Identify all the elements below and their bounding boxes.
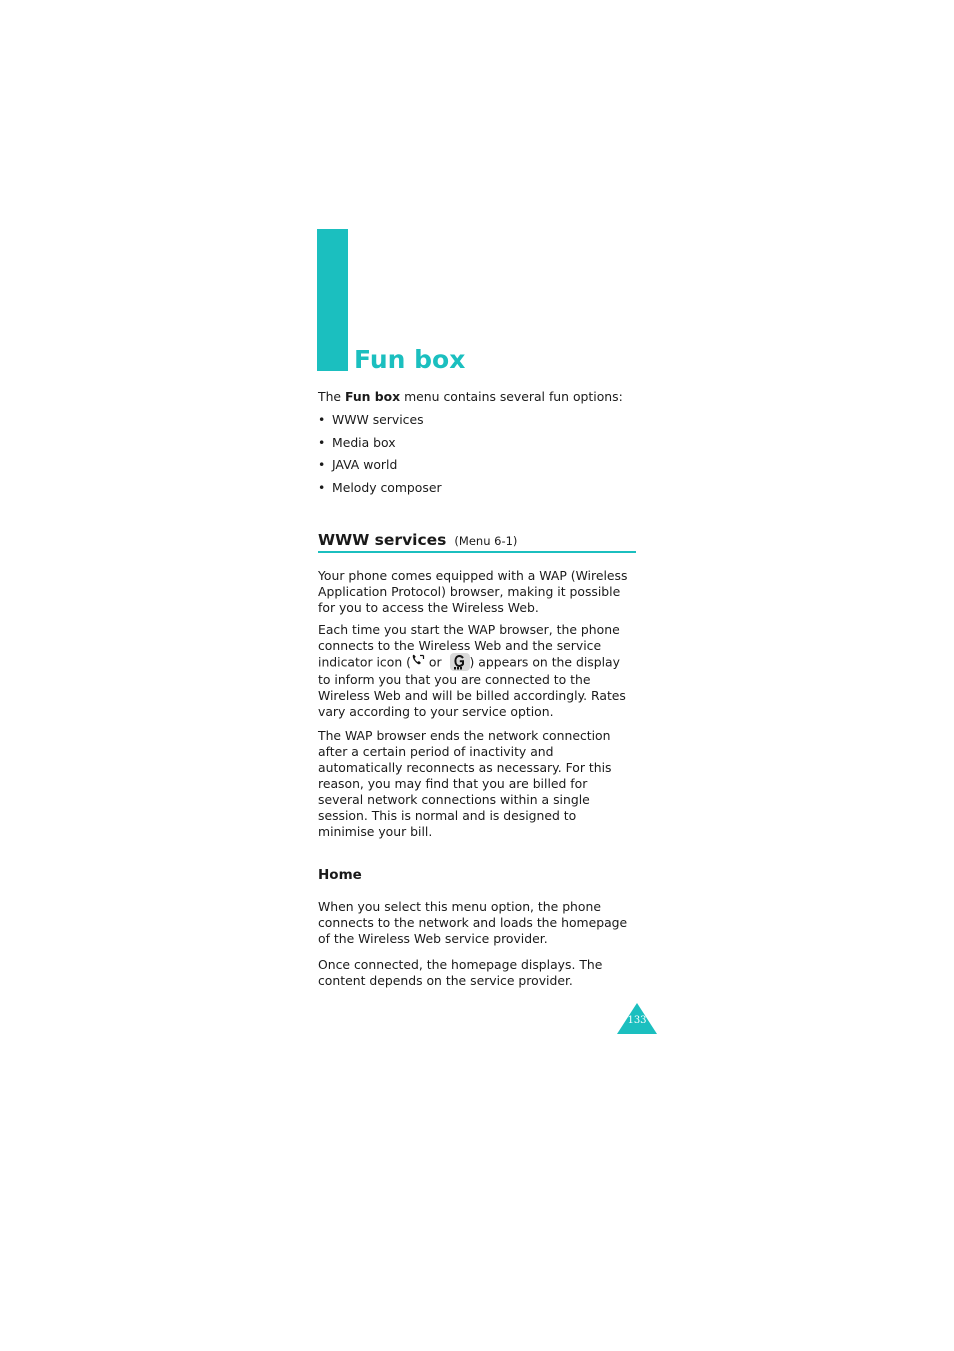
section-title: WWW services: [318, 531, 447, 550]
section-paragraph-3: The WAP browser ends the network connection after a certain period of inactivity and automatically reconnects as necessary. For this reason, you may find that you are billed for several network connections within a single session. This is normal and is designed to minimise your bill.: [318, 728, 612, 840]
section-paragraph-2: [318, 622, 636, 720]
page-content: [318, 389, 636, 989]
list-item-label: JAVA world: [332, 457, 398, 473]
chapter-accent-bar: [317, 229, 348, 371]
section-heading: [318, 530, 636, 553]
bullet-icon: •: [318, 434, 326, 450]
list-item-label: WWW services: [332, 412, 424, 427]
bullet-icon: •: [318, 412, 326, 427]
menu-reference: (Menu 6-1): [454, 534, 518, 549]
wap-service-icon: [450, 653, 470, 671]
phone-call-icon: [411, 654, 425, 670]
page-number: 133: [627, 1015, 647, 1026]
home-paragraph-2: Once connected, the homepage displays. The content depends on the service provider.: [318, 957, 603, 989]
list-item-label: Melody composer: [332, 479, 442, 495]
list-item: [318, 411, 636, 434]
bullet-icon: •: [318, 457, 326, 473]
subsection-title: Home: [318, 867, 362, 884]
intro-text-before: The: [318, 389, 345, 404]
options-list: [318, 411, 636, 501]
intro-text-bold: Fun box: [344, 389, 401, 404]
chapter-title: Fun box: [354, 345, 466, 374]
p2-text-or: or: [424, 654, 446, 670]
p2-text-before: Each time you start the WAP browser, the phone connects to the Wireless Web and the service indicator icon (: [318, 622, 620, 670]
intro-paragraph: [318, 389, 636, 405]
intro-text-after: menu contains several fun options:: [400, 389, 623, 404]
list-item: [318, 434, 636, 457]
section-paragraph-1: Your phone comes equipped with a WAP (Wireless Application Protocol) browser, making it possible for you to access the Wireless Web.: [318, 568, 628, 616]
list-item: [318, 479, 636, 502]
list-item-label: Media box: [332, 434, 396, 450]
p2-text-after: ) appears on the display to inform you that you are connected to the Wireless Web and will be billed accordingly. Rates vary according to your service option.: [318, 654, 626, 720]
bullet-icon: •: [318, 479, 326, 495]
list-item: [318, 456, 636, 479]
home-paragraph-1: When you select this menu option, the phone connects to the network and loads the homepage of the Wireless Web service provider.: [318, 899, 628, 947]
